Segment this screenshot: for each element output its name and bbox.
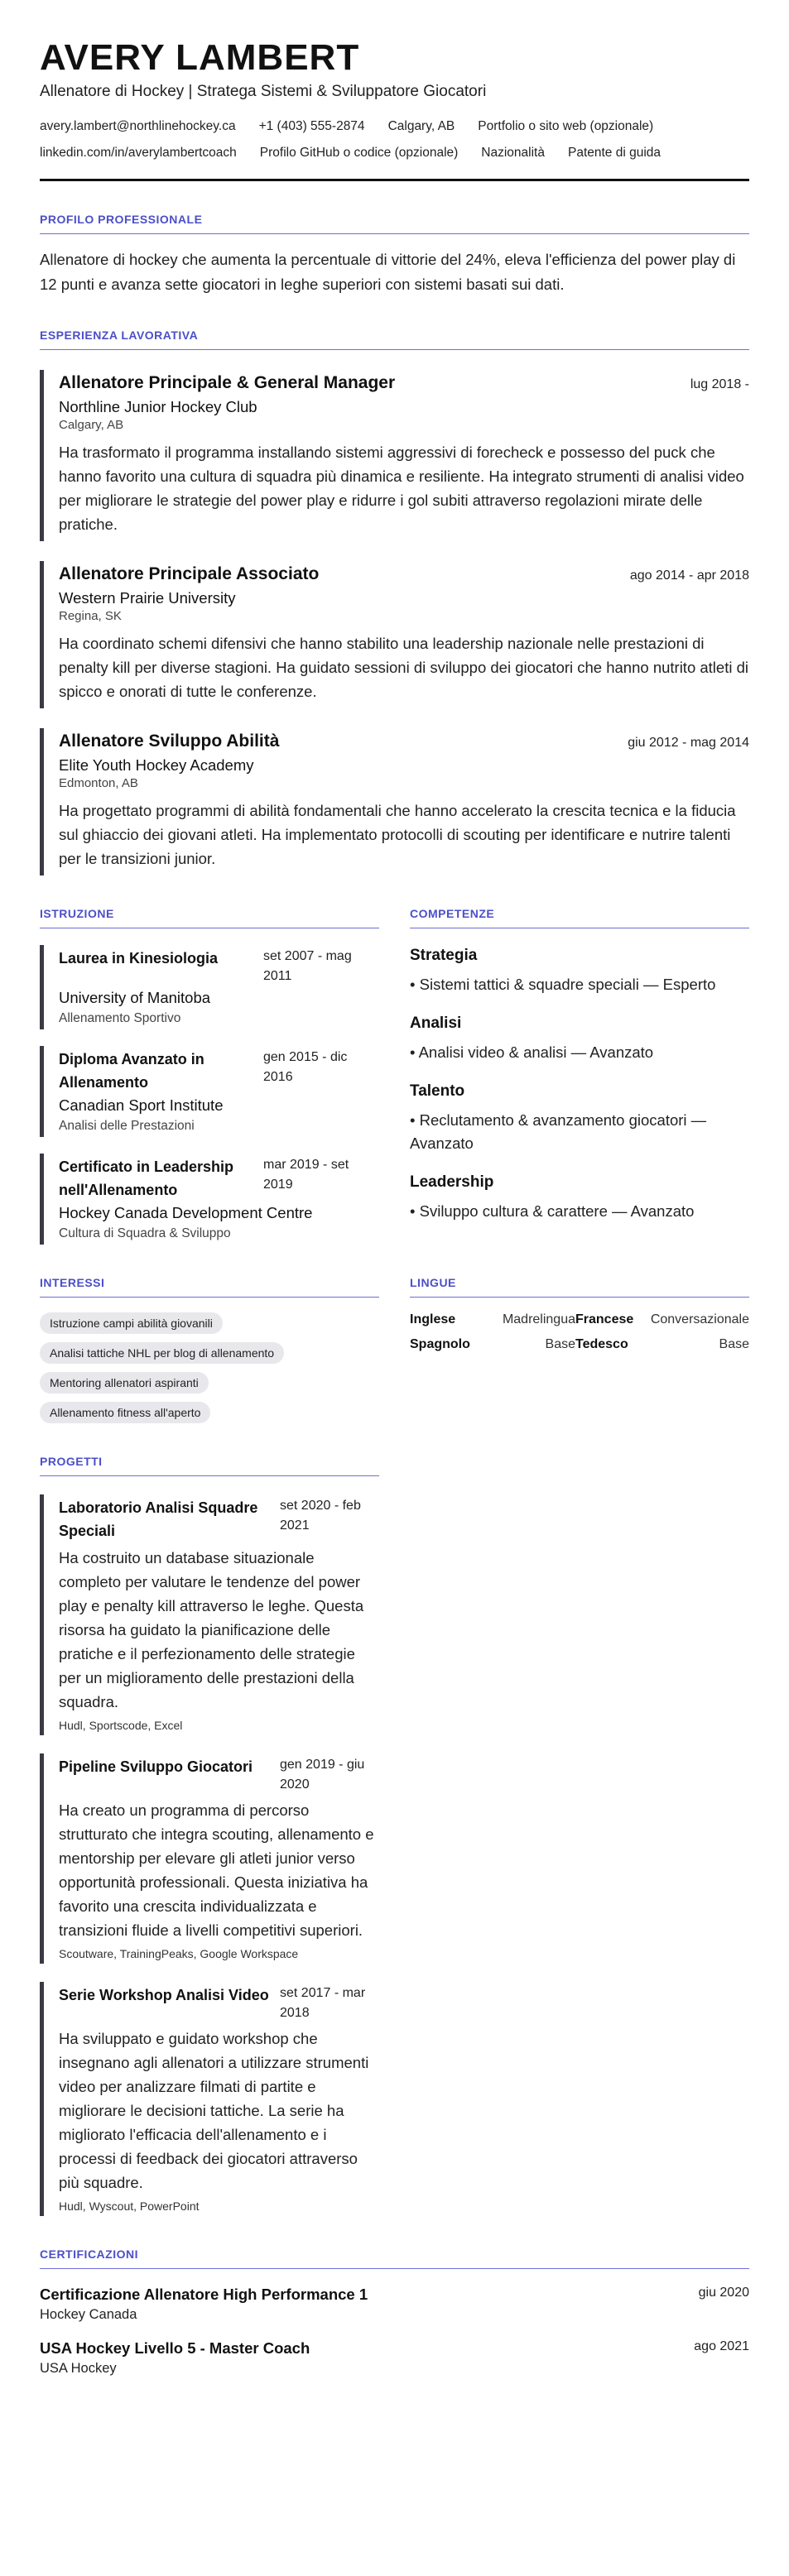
section-title-projects: PROGETTI [40, 1455, 379, 1476]
education-entry [40, 1154, 379, 1245]
language-entry [410, 1312, 575, 1327]
language-level: Base [545, 1337, 575, 1351]
language-level: Base [719, 1337, 749, 1351]
education-degree: Certificato in Leadership nell'Allenamento [59, 1158, 234, 1198]
job-location: Regina, SK [59, 609, 122, 623]
interest-chip: Istruzione campi abilità giovanili [40, 1312, 223, 1334]
job-organization: Northline Junior Hockey Club [59, 398, 257, 415]
certification-title: Certificazione Allenatore High Performance 1 [40, 2286, 368, 2303]
language-entry [575, 1312, 749, 1327]
education-entry [40, 1046, 379, 1137]
languages-section [410, 1245, 749, 1423]
certification-date: ago 2021 [694, 2339, 749, 2353]
contact-email[interactable]: avery.lambert@northlinehockey.ca [40, 119, 236, 133]
language-entry [410, 1337, 575, 1352]
project-date: gen 2019 - giu 2020 [280, 1758, 365, 1792]
job-title: Allenatore Principale & General Manager [59, 373, 396, 392]
education-date: gen 2015 - dic 2016 [263, 1050, 348, 1084]
education-institution: University of Manitoba [59, 989, 211, 1006]
contact-phone[interactable]: +1 (403) 555-2874 [258, 119, 365, 133]
job-location: Edmonton, AB [59, 776, 138, 790]
project-date: set 2020 - feb 2021 [280, 1499, 361, 1533]
certification-date: giu 2020 [698, 2286, 749, 2300]
experience-section [40, 329, 749, 875]
skill-item: • Sistemi tattici & squadre speciali — Esperto [410, 976, 716, 993]
certification-entry [40, 2286, 749, 2323]
project-title: Laboratorio Analisi Squadre Speciali [59, 1499, 258, 1539]
interest-chip-list [40, 1312, 379, 1423]
projects-section [40, 1455, 379, 2216]
resume-header [40, 35, 749, 181]
project-tools: Hudl, Wyscout, PowerPoint [59, 2199, 200, 2213]
skill-group [410, 947, 749, 996]
certification-title: USA Hockey Livello 5 - Master Coach [40, 2339, 310, 2357]
project-entry [40, 1753, 379, 1964]
contact-location: Calgary, AB [387, 119, 455, 133]
skills-section [410, 875, 749, 1245]
section-title-experience: ESPERIENZA LAVORATIVA [40, 329, 749, 350]
skill-category: Talento [410, 1082, 465, 1100]
job-description: Ha progettato programmi di abilità fondamentali che hanno accelerato la crescita tecnica e la fiducia sul ghiaccio dei giovani atleti. Ha implementato protocolli di scouting per identificare e nutrire talenti per le transizioni junior. [59, 802, 736, 867]
project-tools: Hudl, Sportscode, Excel [59, 1719, 183, 1732]
education-field: Cultura di Squadra & Sviluppo [59, 1226, 231, 1240]
contact-nationality: Nazionalità [481, 146, 545, 160]
education-field: Allenamento Sportivo [59, 1011, 181, 1025]
project-entry [40, 1982, 379, 2216]
section-title-languages: LINGUE [410, 1276, 749, 1298]
job-date: ago 2014 - apr 2018 [629, 568, 749, 583]
skill-group [410, 1173, 749, 1223]
section-title-profile: PROFILO PROFESSIONALE [40, 213, 749, 234]
skill-category: Analisi [410, 1015, 462, 1032]
contact-list [40, 119, 749, 161]
skill-category: Strategia [410, 947, 478, 964]
job-description: Ha coordinato schemi difensivi che hanno stabilito una leadership nazionale nelle prestazioni di penalty kill per diverse stagioni. Ha guidato sessioni di sviluppo dei giocatori che hanno nutrito atleti di spicco e onorati di tutte le conferenze. [59, 635, 748, 700]
education-entry [40, 945, 379, 1029]
section-title-education: ISTRUZIONE [40, 907, 379, 928]
profile-section [40, 213, 749, 297]
job-title: Allenatore Sviluppo Abilità [59, 732, 280, 751]
project-title: Serie Workshop Analisi Video [59, 1987, 269, 2003]
interests-languages-row [40, 1245, 749, 1423]
project-title: Pipeline Sviluppo Giocatori [59, 1758, 253, 1775]
job-location: Calgary, AB [59, 418, 124, 432]
candidate-headline: Allenatore di Hockey | Stratega Sistemi & Sviluppatore Giocatori [40, 83, 487, 100]
project-description: Ha sviluppato e guidato workshop che insegnano agli allenatori a utilizzare strumenti video per analizzare filmati di partite e migliorare le decisioni tattiche. La serie ha migliorato l'efficacia dell'allenamento e i processi di feedback dei giocatori attraverso più squadre. [59, 2030, 369, 2191]
interest-chip: Mentoring allenatori aspiranti [40, 1372, 209, 1394]
education-institution: Hockey Canada Development Centre [59, 1204, 313, 1221]
skill-item: • Analisi video & analisi — Avanzato [410, 1043, 654, 1061]
job-title: Allenatore Principale Associato [59, 564, 320, 583]
job-organization: Western Prairie University [59, 589, 236, 607]
education-date: set 2007 - mag 2011 [263, 949, 352, 983]
project-description: Ha costruito un database situazionale completo per valutare le tendenze del power play e penalty kill attraverso le leghe. Questa risorsa ha guidato la pianificazione delle pratiche e il perfezionamento delle strategie per un miglioramento delle prestazioni della squadra. [59, 1549, 364, 1710]
project-entry [40, 1494, 379, 1735]
section-title-certifications: CERTIFICAZIONI [40, 2247, 749, 2269]
education-skills-row [40, 875, 749, 1245]
education-section [40, 875, 379, 1245]
project-description: Ha creato un programma di percorso strutturato che integra scouting, allenamento e mentorship per elevare gli atleti junior verso opportunità professionali. Questa iniziativa ha favorito una crescita individualizzata e transizioni fluide a livelli competitivi superiori. [59, 1801, 374, 1939]
education-institution: Canadian Sport Institute [59, 1096, 224, 1114]
interest-chip: Analisi tattiche NHL per blog di allenamento [40, 1342, 284, 1364]
contact-linkedin[interactable]: linkedin.com/in/averylambertcoach [40, 146, 237, 160]
project-tools: Scoutware, TrainingPeaks, Google Workspace [59, 1947, 299, 1960]
candidate-name: AVERY LAMBERT [40, 37, 360, 78]
skill-group [410, 1082, 749, 1155]
language-name: Francese [575, 1312, 634, 1326]
interest-chip: Allenamento fitness all'aperto [40, 1402, 210, 1423]
section-title-interests: INTERESSI [40, 1276, 379, 1298]
language-name: Spagnolo [410, 1337, 470, 1351]
job-organization: Elite Youth Hockey Academy [59, 756, 254, 774]
job-description: Ha trasformato il programma installando sistemi aggressivi di forecheck e possesso del puck che hanno favorito una cultura di squadra più dinamica e resiliente. Ha integrato strumenti di analisi video per migliorare le strategie del power play e ridurre i gol subiti attraverso regolazioni mirate delle pratiche. [59, 444, 744, 533]
header-divider [40, 179, 749, 181]
certification-entry [40, 2339, 749, 2377]
education-degree: Diploma Avanzato in Allenamento [59, 1051, 204, 1091]
language-name: Inglese [410, 1312, 456, 1326]
contact-portfolio[interactable]: Portfolio o sito web (opzionale) [478, 119, 654, 133]
skill-item: • Reclutamento & avanzamento giocatori — Avanzato [410, 1111, 707, 1152]
education-degree: Laurea in Kinesiologia [59, 950, 219, 967]
experience-entry [40, 728, 749, 875]
certifications-section [40, 2247, 749, 2377]
language-level: Conversazionale [650, 1312, 749, 1326]
profile-summary: Allenatore di hockey che aumenta la percentuale di vittorie del 24%, eleva l'efficienza del power play di 12 punti e avanza sette giocatori in leghe superiori con sistemi basati sui dati. [40, 251, 736, 293]
language-grid [410, 1312, 749, 1352]
skill-group [410, 1015, 749, 1064]
certification-issuer: Hockey Canada [40, 2307, 137, 2322]
experience-entry [40, 561, 749, 708]
education-field: Analisi delle Prestazioni [59, 1119, 195, 1133]
language-name: Tedesco [575, 1337, 628, 1351]
language-entry [575, 1337, 749, 1352]
section-title-skills: COMPETENZE [410, 907, 749, 928]
certification-issuer: USA Hockey [40, 2361, 117, 2376]
contact-driving-license: Patente di guida [567, 146, 662, 160]
job-date: giu 2012 - mag 2014 [628, 736, 749, 750]
job-date: lug 2018 - [690, 377, 749, 391]
skill-category: Leadership [410, 1173, 494, 1191]
education-date: mar 2019 - set 2019 [263, 1158, 349, 1192]
interests-section [40, 1245, 379, 1423]
project-date: set 2017 - mar 2018 [280, 1986, 366, 2020]
skill-item: • Sviluppo cultura & carattere — Avanzato [410, 1202, 695, 1220]
contact-github[interactable]: Profilo GitHub o codice (opzionale) [259, 146, 459, 160]
experience-entry [40, 370, 749, 541]
language-level: Madrelingua [502, 1312, 575, 1326]
